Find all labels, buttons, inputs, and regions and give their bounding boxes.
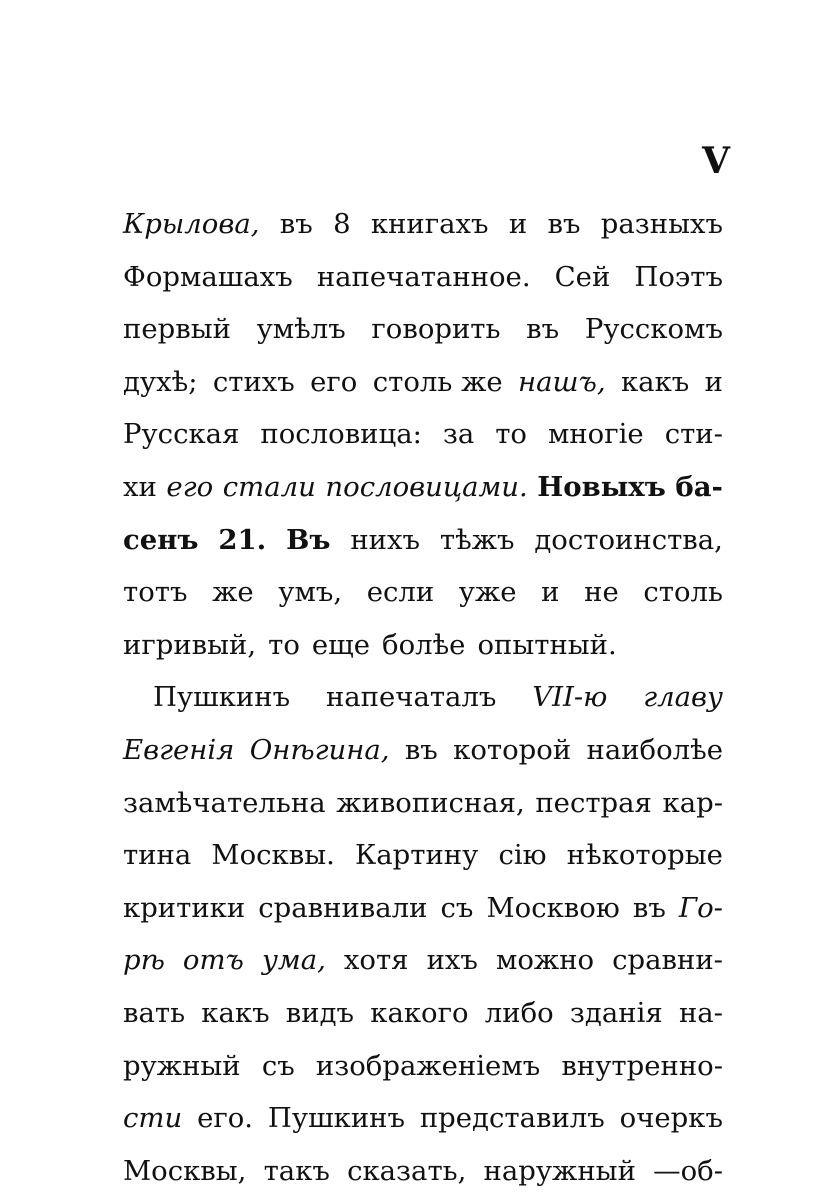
text-line	[123, 408, 723, 461]
word: еще	[311, 628, 371, 661]
word: Сей	[554, 260, 611, 293]
text-line	[123, 934, 723, 987]
word: кар-	[662, 786, 723, 819]
word: Картину	[354, 839, 479, 872]
word: критики	[123, 891, 246, 924]
word: столь	[643, 576, 723, 609]
word: Онѣгина,	[249, 733, 390, 766]
word: очеркъ	[619, 1102, 723, 1135]
word: хи	[123, 470, 157, 503]
word: въ	[279, 208, 313, 240]
text-line	[123, 829, 723, 882]
word: изображеніемъ	[315, 1049, 541, 1082]
text-line	[123, 671, 723, 724]
word: и	[508, 208, 528, 240]
word: его	[166, 470, 214, 503]
word: отъ	[182, 944, 244, 977]
word: Въ	[286, 523, 331, 556]
word: сти-	[664, 418, 723, 451]
word: нѣкоторые	[566, 839, 723, 872]
text-line	[123, 1145, 723, 1197]
word: тѣжъ	[439, 523, 515, 556]
word: столь же	[372, 365, 503, 398]
word: можно	[495, 944, 595, 977]
text-line	[123, 882, 723, 935]
word: сію	[498, 839, 547, 872]
word: сравнивали	[258, 891, 428, 924]
text-line	[123, 1040, 723, 1093]
word: главу	[643, 681, 723, 714]
word: то	[268, 628, 300, 661]
word: достоинства,	[534, 523, 723, 556]
word: Крылова,	[123, 208, 260, 240]
word: ружный	[123, 1049, 241, 1082]
word: говорить	[371, 313, 501, 346]
word: его.	[197, 1102, 254, 1135]
text-line	[123, 303, 723, 356]
text-line	[123, 198, 723, 251]
text-line	[123, 1092, 723, 1145]
word: видъ	[285, 996, 355, 1029]
text-line	[123, 356, 723, 409]
word: за	[442, 418, 475, 451]
word: 8	[333, 208, 351, 240]
word: духѣ;	[123, 365, 198, 398]
word: пословица:	[260, 418, 422, 451]
word: съ	[440, 891, 474, 924]
text-line	[123, 619, 723, 672]
word: умъ,	[278, 576, 343, 609]
word: Пушкинъ	[153, 681, 291, 714]
word: Го-	[678, 891, 723, 924]
word: какъ	[201, 996, 270, 1029]
word: какого	[370, 996, 469, 1029]
word: разныхъ	[600, 208, 723, 240]
word: сти	[123, 1102, 183, 1135]
word: Евгенія	[123, 733, 235, 766]
word: рѣ	[123, 944, 165, 977]
word: первый	[123, 313, 231, 346]
word: пестрая	[535, 786, 652, 819]
word: стали	[222, 470, 316, 503]
text-line	[123, 566, 723, 619]
word: Москвою	[486, 891, 620, 924]
word: представилъ	[419, 1102, 605, 1135]
text-line	[123, 987, 723, 1040]
word: Русская	[123, 418, 240, 451]
body-text	[123, 198, 723, 1197]
word: сенъ	[123, 523, 199, 556]
word: зданія	[569, 996, 663, 1029]
word: стихъ	[212, 365, 295, 398]
word: живописная,	[336, 786, 525, 819]
word: и	[541, 576, 560, 609]
word: многіе	[547, 418, 644, 451]
text-line	[123, 514, 723, 567]
text-line	[123, 461, 723, 514]
word: въ	[404, 733, 438, 766]
word: хотя	[343, 944, 409, 977]
text-line	[123, 251, 723, 304]
word: наиболѣе	[586, 733, 723, 766]
word: на-	[678, 996, 723, 1029]
word: 21.	[218, 523, 267, 556]
word: Новыхъ	[537, 470, 666, 503]
word: нашъ,	[518, 365, 606, 398]
word: и	[704, 365, 723, 398]
word: сказать,	[347, 1154, 467, 1187]
word: его	[310, 365, 358, 398]
word: напечатанное.	[316, 260, 531, 293]
word: же	[212, 576, 254, 609]
word: пословицами.	[325, 470, 528, 503]
word: Русскомъ	[584, 313, 723, 346]
word: какъ	[620, 365, 690, 398]
word: VII-ю	[532, 681, 608, 714]
word: Формашахъ	[123, 260, 293, 293]
word: ба-	[675, 470, 723, 503]
word: если	[366, 576, 435, 609]
word: —об-	[653, 1154, 723, 1187]
word: тина	[123, 839, 192, 872]
text-line	[123, 724, 723, 777]
word: Москвы.	[211, 839, 335, 872]
word: въ	[526, 313, 560, 346]
word: Поэтъ	[634, 260, 723, 293]
word: съ	[261, 1049, 295, 1082]
word: въ	[547, 208, 581, 240]
word: опытный.	[477, 628, 617, 661]
word: ума,	[261, 944, 326, 977]
word: вать	[123, 996, 186, 1029]
word: которой	[453, 733, 572, 766]
word: игривый,	[123, 628, 257, 661]
word: сравни-	[612, 944, 723, 977]
word: такъ	[263, 1154, 330, 1187]
page-number: V	[702, 140, 731, 182]
word: тотъ	[123, 576, 188, 609]
word: Москвы,	[123, 1154, 247, 1187]
word: то	[495, 418, 527, 451]
word: напечаталъ	[325, 681, 497, 714]
word: умѣлъ	[256, 313, 346, 346]
word: болѣе	[382, 628, 466, 661]
word: въ	[632, 891, 666, 924]
word: замѣчательна	[123, 786, 326, 819]
word: уже	[458, 576, 517, 609]
word: ихъ	[426, 944, 478, 977]
word: книгахъ	[370, 208, 489, 240]
text-line	[123, 777, 723, 830]
word: Пушкинъ	[267, 1102, 405, 1135]
word: наружный	[483, 1154, 636, 1187]
word: внутренно-	[561, 1049, 723, 1082]
word: либо	[484, 996, 554, 1029]
word: нихъ	[350, 523, 420, 556]
word: не	[584, 576, 619, 609]
